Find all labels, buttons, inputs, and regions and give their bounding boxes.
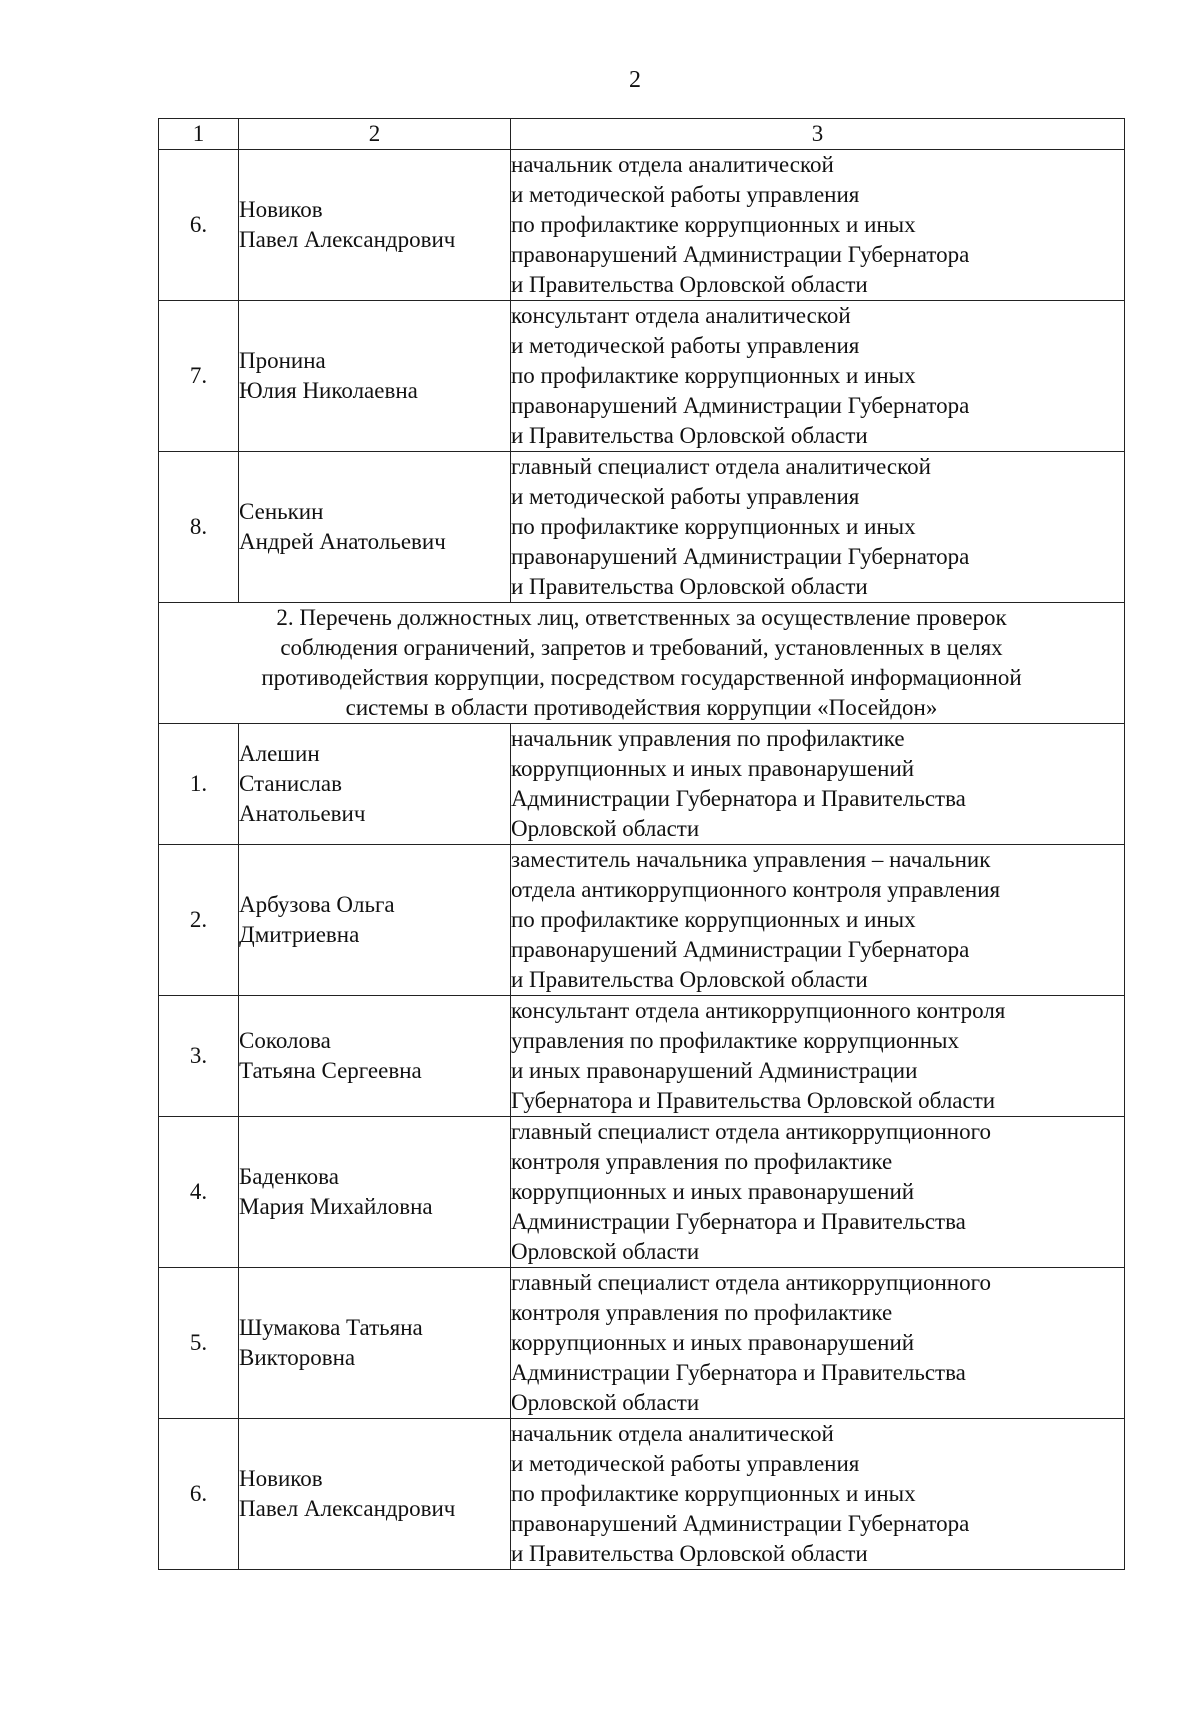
section-title-line: системы в области противодействия коррупции «Посейдон» bbox=[345, 695, 938, 720]
name-line: Павел Александрович bbox=[239, 227, 456, 252]
table-row bbox=[159, 150, 1125, 301]
person-name bbox=[239, 150, 511, 301]
position-line: по профилактике коррупционных и иных bbox=[511, 212, 916, 237]
name-line: Станислав bbox=[239, 771, 342, 796]
position-line: главный специалист отдела антикоррупционного bbox=[511, 1119, 991, 1144]
person-position bbox=[511, 845, 1125, 996]
position-line: начальник отдела аналитической bbox=[511, 152, 834, 177]
person-name bbox=[239, 724, 511, 845]
section-title-line: противодействия коррупции, посредством государственной информационной bbox=[261, 665, 1022, 690]
row-number: 5. bbox=[159, 1268, 239, 1419]
name-line: Баденкова bbox=[239, 1164, 339, 1189]
position-line: начальник отдела аналитической bbox=[511, 1421, 834, 1446]
position-line: и методической работы управления bbox=[511, 1451, 860, 1476]
section-title-line: соблюдения ограничений, запретов и требований, установленных в целях bbox=[280, 635, 1003, 660]
position-line: главный специалист отдела аналитической bbox=[511, 454, 931, 479]
table-row bbox=[159, 452, 1125, 603]
table-row bbox=[159, 1419, 1125, 1570]
name-line: Арбузова Ольга bbox=[239, 892, 395, 917]
position-line: и иных правонарушений Администрации bbox=[511, 1058, 918, 1083]
table-row bbox=[159, 1268, 1125, 1419]
position-line: и методической работы управления bbox=[511, 484, 860, 509]
row-number: 8. bbox=[159, 452, 239, 603]
person-position bbox=[511, 1419, 1125, 1570]
position-line: и методической работы управления bbox=[511, 182, 860, 207]
position-line: правонарушений Администрации Губернатора bbox=[511, 544, 970, 569]
person-position bbox=[511, 452, 1125, 603]
position-line: правонарушений Администрации Губернатора bbox=[511, 937, 970, 962]
position-line: коррупционных и иных правонарушений bbox=[511, 1179, 915, 1204]
person-name bbox=[239, 1268, 511, 1419]
row-number: 7. bbox=[159, 301, 239, 452]
position-line: консультант отдела антикоррупционного контроля bbox=[511, 998, 1006, 1023]
name-line: Алешин bbox=[239, 741, 320, 766]
name-line: Татьяна Сергеевна bbox=[239, 1058, 422, 1083]
column-header-3: 3 bbox=[511, 119, 1125, 150]
name-line: Новиков bbox=[239, 1466, 323, 1491]
person-position bbox=[511, 150, 1125, 301]
position-line: контроля управления по профилактике bbox=[511, 1300, 893, 1325]
section-title-row bbox=[159, 603, 1125, 724]
column-header-2: 2 bbox=[239, 119, 511, 150]
position-line: управления по профилактике коррупционных bbox=[511, 1028, 959, 1053]
table-header-row bbox=[159, 119, 1125, 150]
name-line: Сенькин bbox=[239, 499, 324, 524]
position-line: Губернатора и Правительства Орловской области bbox=[511, 1088, 996, 1113]
position-line: и Правительства Орловской области bbox=[511, 967, 868, 992]
position-line: правонарушений Администрации Губернатора bbox=[511, 242, 970, 267]
row-number: 4. bbox=[159, 1117, 239, 1268]
table-row bbox=[159, 996, 1125, 1117]
table-row bbox=[159, 724, 1125, 845]
position-line: и Правительства Орловской области bbox=[511, 272, 868, 297]
position-line: коррупционных и иных правонарушений bbox=[511, 756, 915, 781]
person-position bbox=[511, 996, 1125, 1117]
section-title-line: 2. Перечень должностных лиц, ответственных за осуществление проверок bbox=[276, 605, 1007, 630]
position-line: коррупционных и иных правонарушений bbox=[511, 1330, 915, 1355]
position-line: заместитель начальника управления – начальник bbox=[511, 847, 991, 872]
position-line: по профилактике коррупционных и иных bbox=[511, 514, 916, 539]
row-number: 2. bbox=[159, 845, 239, 996]
name-line: Соколова bbox=[239, 1028, 331, 1053]
position-line: правонарушений Администрации Губернатора bbox=[511, 393, 970, 418]
position-line: Администрации Губернатора и Правительства bbox=[511, 1360, 966, 1385]
officials-table bbox=[158, 118, 1125, 1570]
person-position bbox=[511, 1117, 1125, 1268]
position-line: начальник управления по профилактике bbox=[511, 726, 905, 751]
person-name bbox=[239, 1419, 511, 1570]
row-number: 1. bbox=[159, 724, 239, 845]
position-line: консультант отдела аналитической bbox=[511, 303, 851, 328]
position-line: контроля управления по профилактике bbox=[511, 1149, 893, 1174]
person-name bbox=[239, 845, 511, 996]
position-line: и методической работы управления bbox=[511, 333, 860, 358]
position-line: главный специалист отдела антикоррупционного bbox=[511, 1270, 991, 1295]
position-line: по профилактике коррупционных и иных bbox=[511, 907, 916, 932]
position-line: Администрации Губернатора и Правительства bbox=[511, 786, 966, 811]
column-header-1: 1 bbox=[159, 119, 239, 150]
person-name bbox=[239, 452, 511, 603]
position-line: и Правительства Орловской области bbox=[511, 574, 868, 599]
name-line: Павел Александрович bbox=[239, 1496, 456, 1521]
page-number: 2 bbox=[629, 67, 641, 93]
position-line: Орловской области bbox=[511, 1390, 700, 1415]
table-row bbox=[159, 1117, 1125, 1268]
table-row bbox=[159, 301, 1125, 452]
row-number: 6. bbox=[159, 150, 239, 301]
name-line: Новиков bbox=[239, 197, 323, 222]
person-position bbox=[511, 724, 1125, 845]
position-line: Орловской области bbox=[511, 1239, 700, 1264]
table-row bbox=[159, 845, 1125, 996]
name-line: Пронина bbox=[239, 348, 326, 373]
name-line: Дмитриевна bbox=[239, 922, 360, 947]
position-line: Администрации Губернатора и Правительства bbox=[511, 1209, 966, 1234]
name-line: Викторовна bbox=[239, 1345, 356, 1370]
person-name bbox=[239, 301, 511, 452]
position-line: и Правительства Орловской области bbox=[511, 1541, 868, 1566]
position-line: отдела антикоррупционного контроля управления bbox=[511, 877, 1001, 902]
person-name bbox=[239, 996, 511, 1117]
name-line: Анатольевич bbox=[239, 801, 366, 826]
section-title bbox=[159, 603, 1125, 724]
person-name bbox=[239, 1117, 511, 1268]
row-number: 3. bbox=[159, 996, 239, 1117]
person-position bbox=[511, 301, 1125, 452]
position-line: по профилактике коррупционных и иных bbox=[511, 363, 916, 388]
name-line: Юлия Николаевна bbox=[239, 378, 418, 403]
name-line: Андрей Анатольевич bbox=[239, 529, 446, 554]
row-number: 6. bbox=[159, 1419, 239, 1570]
name-line: Мария Михайловна bbox=[239, 1194, 433, 1219]
position-line: Орловской области bbox=[511, 816, 700, 841]
position-line: по профилактике коррупционных и иных bbox=[511, 1481, 916, 1506]
position-line: правонарушений Администрации Губернатора bbox=[511, 1511, 970, 1536]
person-position bbox=[511, 1268, 1125, 1419]
position-line: и Правительства Орловской области bbox=[511, 423, 868, 448]
name-line: Шумакова Татьяна bbox=[239, 1315, 423, 1340]
